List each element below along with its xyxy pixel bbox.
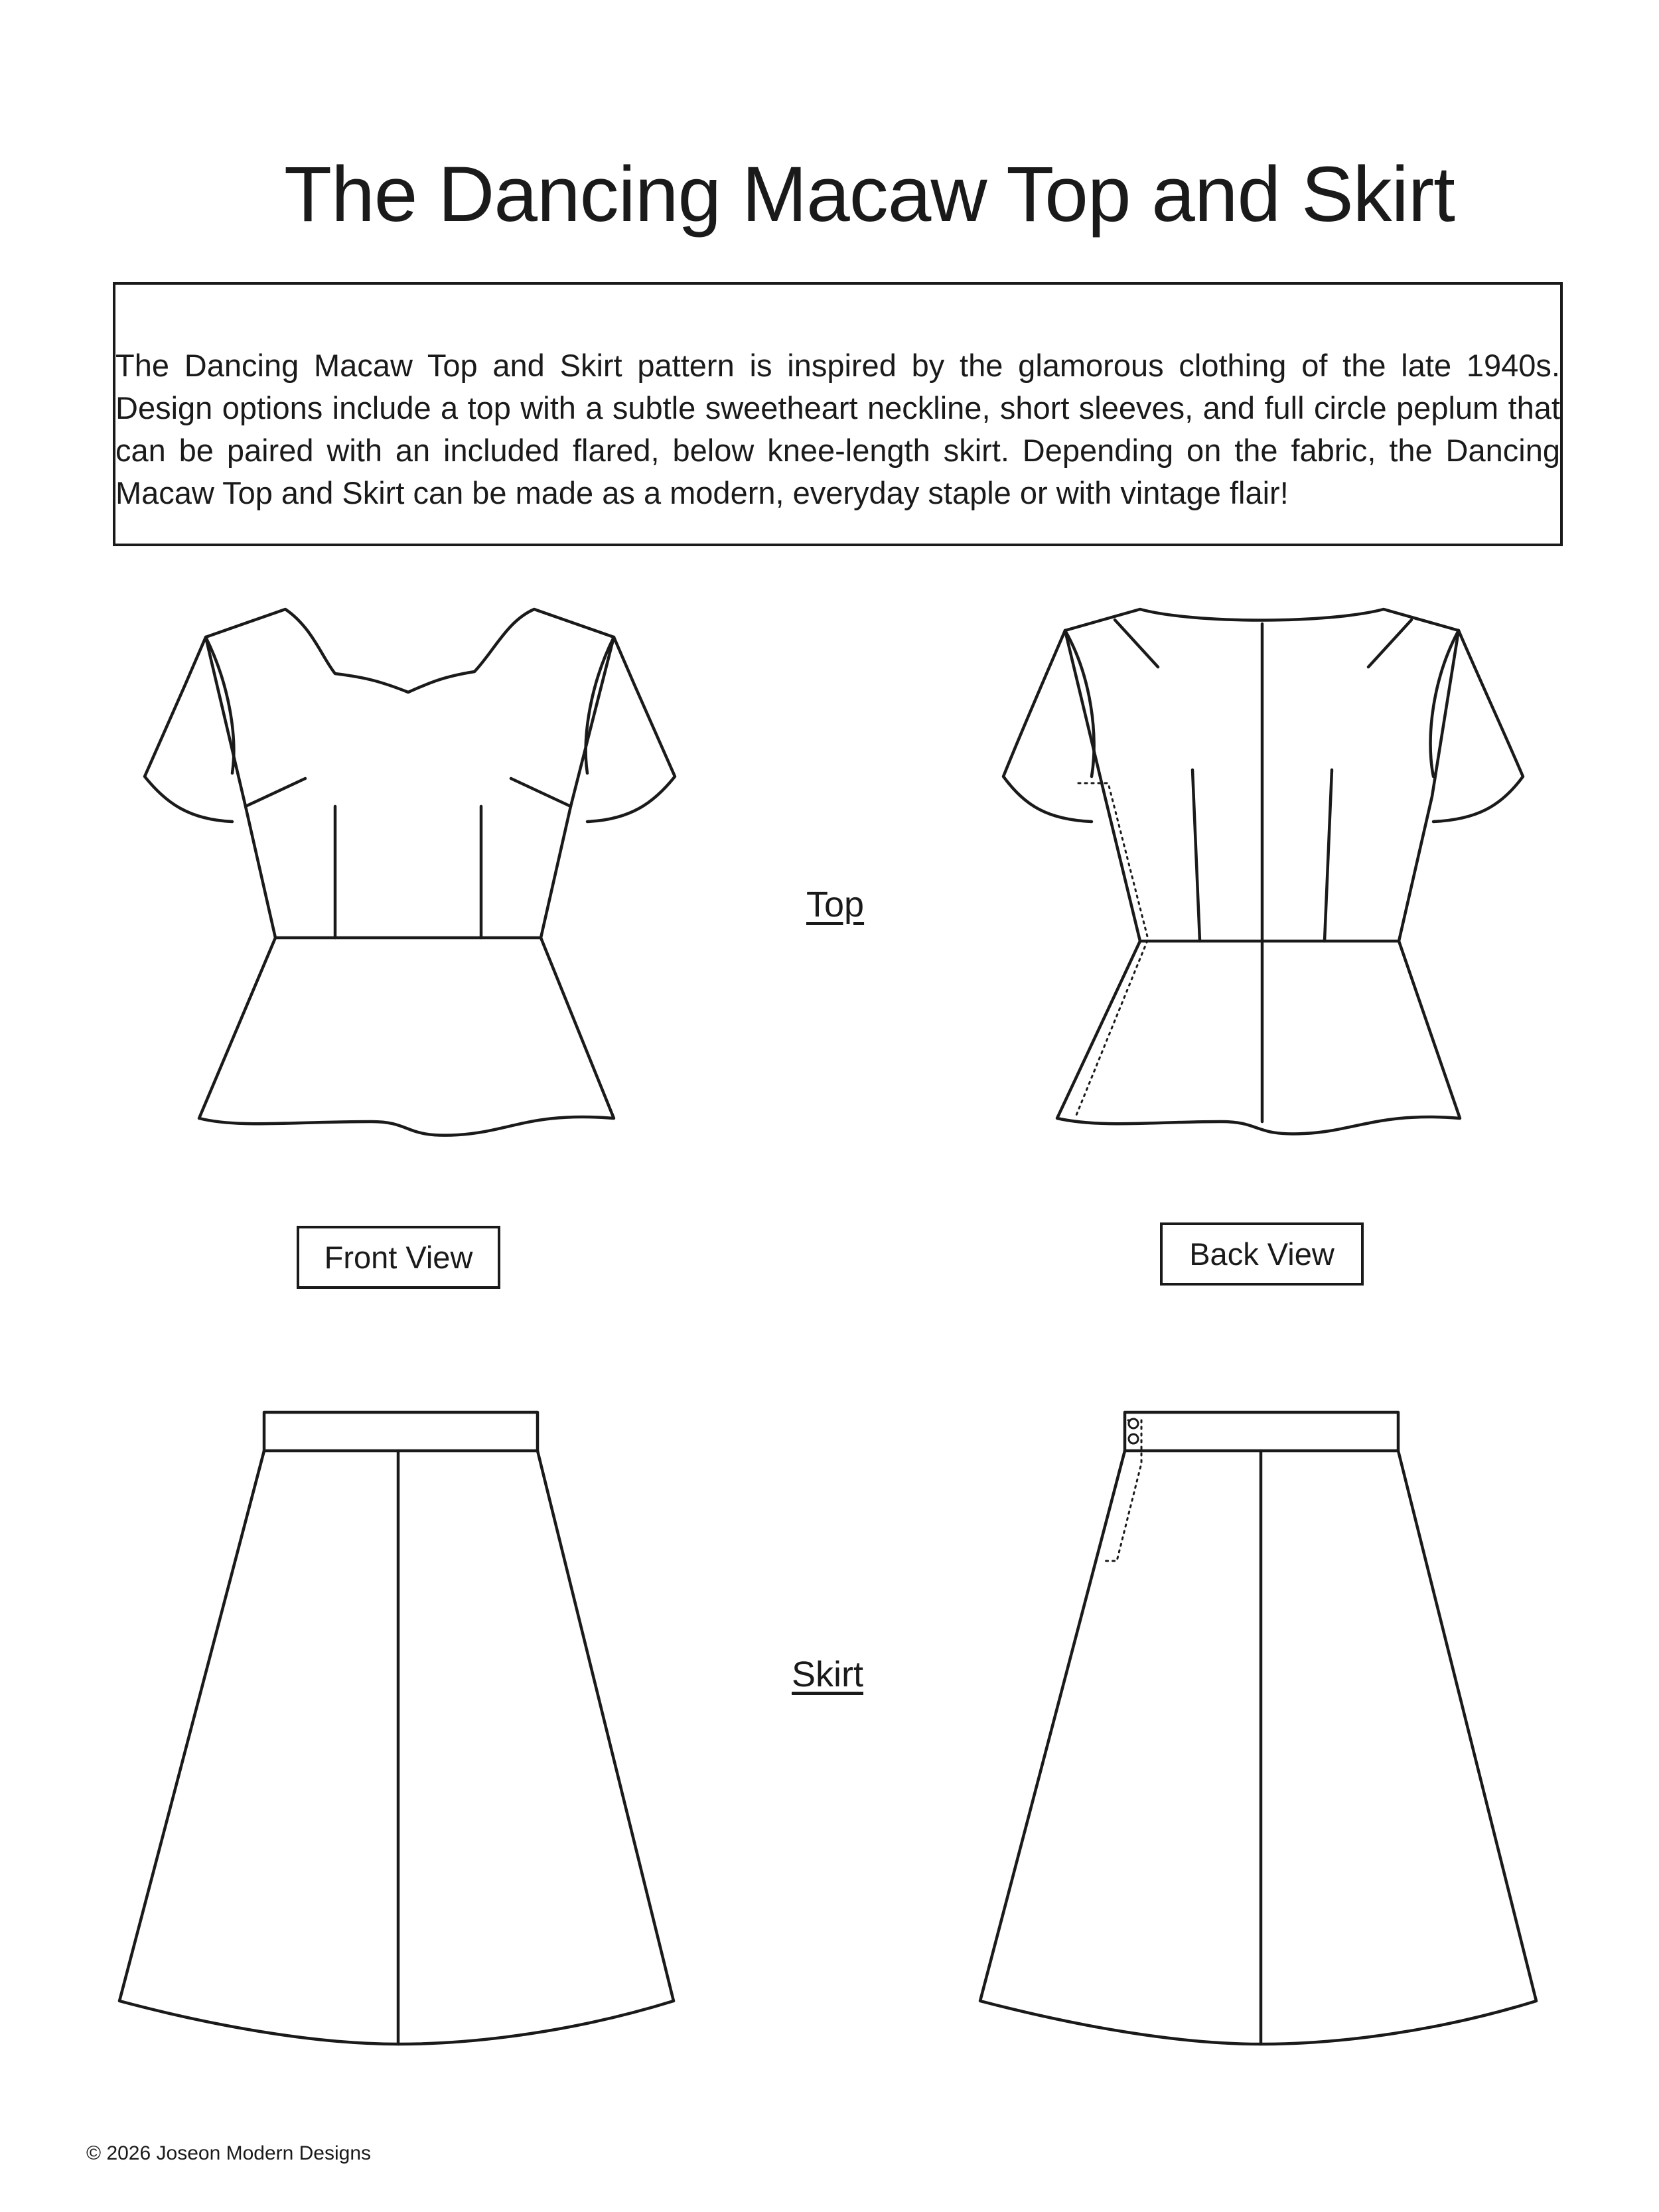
back-view-label: Back View [1160,1222,1364,1286]
skirt-label: Skirt [792,1655,863,1694]
description-text: The Dancing Macaw Top and Skirt pattern is inspired by the glamorous clothing of the late 1940s. Design options include a top with a subtle sweetheart neckline, short sleeves, and full circle peplum that can be paired with an included flared, below knee-length skirt. Depending on the fabric, the Dancing Macaw Top and Skirt can be made as a modern, everyday staple or with vintage flair! [115,348,1560,510]
skirt-back-button-1 [1129,1419,1138,1428]
skirt-back-outline [980,1451,1536,2044]
page-title: The Dancing Macaw Top and Skirt [284,151,1455,238]
skirt-back-waistband [1125,1412,1398,1451]
top-label: Top [806,885,865,924]
copyright-footer: © 2026 Joseon Modern Designs [86,2142,372,2164]
skirt-back-button-2 [1129,1434,1138,1443]
front-view-label: Front View [297,1226,500,1289]
